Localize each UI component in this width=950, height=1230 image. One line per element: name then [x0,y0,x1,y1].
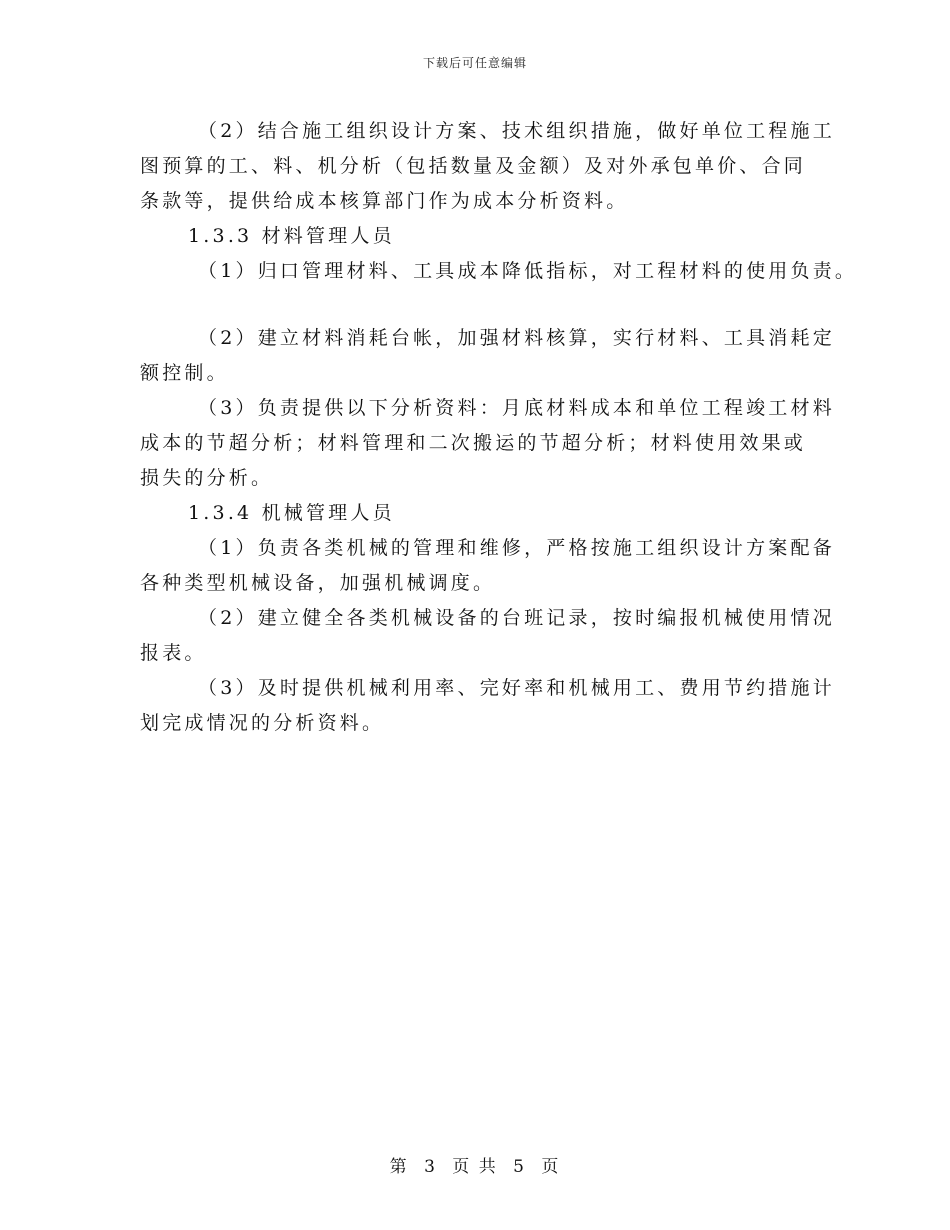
page-footer [0,1152,950,1177]
footer-prefix: 第 [389,1157,409,1177]
paragraph-line: （2）建立材料消耗台帐，加强材料核算，实行材料、工具消耗定 [198,327,835,349]
page-header: 下载后可任意编辑 [422,56,527,70]
paragraph-line: （3）负责提供以下分析资料：月底材料成本和单位工程竣工材料 [198,397,835,419]
paragraph-line: 图预算的工、料、机分析（包括数量及金额）及对外承包单价、合同 [140,155,807,177]
paragraph-line: 额控制。 [140,362,229,384]
paragraph-spacer [140,289,830,321]
footer-middle: 页 共 [452,1157,498,1177]
total-page-count: 5 [513,1157,526,1177]
paragraph-line: 各种类型机械设备，加强机械调度。 [140,572,496,594]
paragraph-line: （2）建立健全各类机械设备的台班记录，按时编报机械使用情况 [198,607,835,629]
section-heading: 1.3.4 机械管理人员 [188,502,395,524]
section-heading: 1.3.3 材料管理人员 [188,225,395,247]
paragraph-line: 损失的分析。 [140,467,274,489]
paragraph-line: （2）结合施工组织设计方案、技术组织措施，做好单位工程施工 [198,120,835,142]
document-body [140,114,858,741]
paragraph-line: 划完成情况的分析资料。 [140,712,385,734]
paragraph-line: （1）归口管理材料、工具成本降低指标，对工程材料的使用负责。 [198,260,858,282]
footer-suffix: 页 [541,1157,561,1177]
current-page-number: 3 [424,1157,437,1177]
paragraph-line: 报表。 [140,642,207,664]
paragraph-line: 条款等，提供给成本核算部门作为成本分析资料。 [140,190,629,212]
paragraph-line: （1）负责各类机械的管理和维修，严格按施工组织设计方案配备 [198,537,835,559]
paragraph-line: 成本的节超分析；材料管理和二次搬运的节超分析；材料使用效果或 [140,432,807,454]
paragraph-line: （3）及时提供机械利用率、完好率和机械用工、费用节约措施计 [198,677,835,699]
